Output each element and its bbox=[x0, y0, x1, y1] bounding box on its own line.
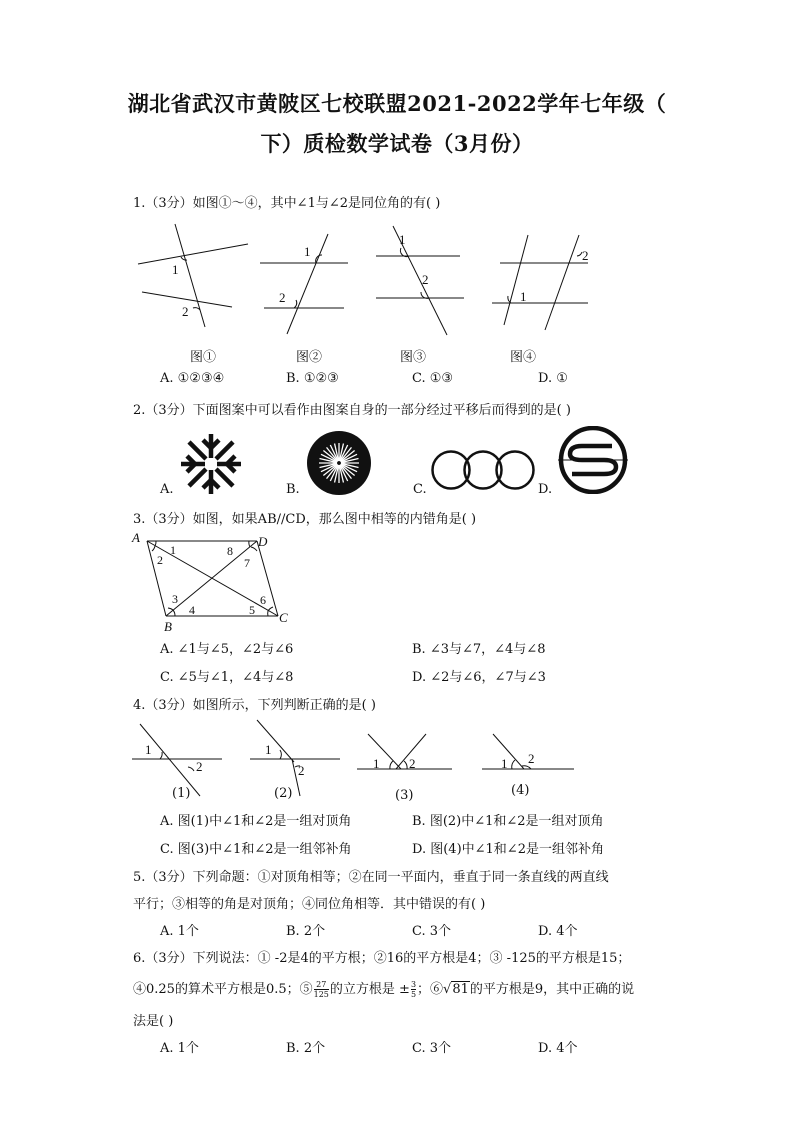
svg-text:6: 6 bbox=[260, 593, 266, 607]
svg-text:1: 1 bbox=[170, 543, 176, 557]
q5-option-d[interactable]: D. 4个 bbox=[538, 924, 578, 939]
q2-option-a[interactable]: A. bbox=[160, 482, 174, 497]
q1-caption-2: 图② bbox=[296, 350, 323, 365]
svg-text:2: 2 bbox=[582, 248, 589, 263]
q6-line1: 6.（3分）下列说法：① -2是4的平方根；②16的平方根是4；③ -125的平方根是15； bbox=[133, 951, 631, 966]
svg-text:1: 1 bbox=[520, 289, 527, 304]
q3-quadrilateral-figure bbox=[128, 530, 298, 636]
q1-figures bbox=[130, 222, 600, 340]
q1-option-b[interactable]: B. ①②③ bbox=[286, 371, 339, 386]
q4-option-c[interactable]: C. 图(3)中∠1和∠2是一组邻补角 bbox=[160, 842, 352, 857]
q1-figure-1 bbox=[138, 224, 248, 327]
q4-option-b[interactable]: B. 图(2)中∠1和∠2是一组对顶角 bbox=[412, 814, 604, 829]
exam-title-line1: 湖北省武汉市黄陂区七校联盟2021-2022学年七年级（ bbox=[127, 91, 667, 116]
q1-caption-1: 图① bbox=[190, 350, 217, 365]
svg-text:2: 2 bbox=[196, 759, 203, 774]
q4-caption-1: (1) bbox=[172, 786, 191, 801]
sqrt-icon: √ bbox=[443, 982, 452, 997]
q1-stem: 1.（3分）如图①～④，其中∠1与∠2是同位角的有( ) bbox=[133, 196, 441, 211]
q5-option-b[interactable]: B. 2个 bbox=[286, 924, 326, 939]
svg-text:7: 7 bbox=[244, 556, 250, 570]
svg-text:8: 8 bbox=[227, 544, 233, 558]
q1-option-d[interactable]: D. ① bbox=[538, 371, 568, 386]
q3-label-c: C bbox=[279, 610, 288, 625]
q4-caption-2: (2) bbox=[274, 786, 293, 801]
q1-caption-3: 图③ bbox=[400, 350, 427, 365]
q3-stem: 3.（3分）如图，如果AB//CD，那么图中相等的内错角是( ) bbox=[133, 512, 477, 527]
q2-stem: 2.（3分）下面图案中可以看作由图案自身的一部分经过平移后而得到的是( ) bbox=[133, 403, 571, 418]
svg-text:1: 1 bbox=[501, 756, 508, 771]
q6-option-b[interactable]: B. 2个 bbox=[286, 1041, 326, 1056]
q6-fraction-3-5: $\frac{3}{5}$ bbox=[410, 980, 417, 999]
q2-pattern-a-snowflake bbox=[176, 430, 246, 500]
q5-line2: 平行；③相等的角是对顶角；④同位角相等．其中错误的有( ) bbox=[133, 897, 486, 912]
q5-option-c[interactable]: C. 3个 bbox=[412, 924, 452, 939]
svg-text:1: 1 bbox=[399, 232, 406, 247]
q4-option-d[interactable]: D. 图(4)中∠1和∠2是一组邻补角 bbox=[412, 842, 604, 857]
svg-text:4: 4 bbox=[189, 603, 195, 617]
q2-pattern-d-s-logo bbox=[556, 426, 630, 494]
q1-figure-4 bbox=[492, 235, 588, 330]
q1-figure-3 bbox=[376, 226, 464, 335]
q3-label-d: D bbox=[258, 534, 268, 549]
q3-option-a[interactable]: A. ∠1与∠5，∠2与∠6 bbox=[160, 642, 294, 657]
q3-option-c[interactable]: C. ∠5与∠1，∠4与∠8 bbox=[160, 670, 294, 685]
q2-pattern-b-sunburst bbox=[303, 430, 375, 496]
svg-text:1: 1 bbox=[265, 742, 272, 757]
q6-line2: ④0.25的算术平方根是0.5；⑤ $\frac{27}{125}$ 的立方根是 ± $\frac{3}{5}$ ；⑥√81的平方根是9，其中正确的说 bbox=[133, 980, 635, 999]
q1-option-c[interactable]: C. ①③ bbox=[412, 371, 454, 386]
q4-caption-4: (4) bbox=[511, 783, 530, 798]
svg-text:2: 2 bbox=[422, 272, 429, 287]
q2-option-b[interactable]: B. bbox=[286, 482, 300, 497]
q2-pattern-c-three-rings bbox=[430, 448, 536, 494]
q1-caption-4: 图④ bbox=[510, 350, 537, 365]
svg-text:1: 1 bbox=[304, 244, 311, 259]
q4-caption-3: (3) bbox=[395, 788, 414, 803]
q4-option-a[interactable]: A. 图(1)中∠1和∠2是一组对顶角 bbox=[160, 814, 352, 829]
exam-title-line2: 下）质检数学试卷（3月份） bbox=[260, 131, 534, 156]
svg-text:2: 2 bbox=[528, 751, 535, 766]
q6-option-a[interactable]: A. 1个 bbox=[160, 1041, 199, 1056]
q5-option-a[interactable]: A. 1个 bbox=[160, 924, 199, 939]
q6-fraction-27-125: $\frac{27}{125}$ bbox=[313, 980, 329, 999]
q3-label-a: A bbox=[132, 530, 140, 545]
q4-stem: 4.（3分）如图所示，下列判断正确的是( ) bbox=[133, 698, 376, 713]
svg-text:1: 1 bbox=[373, 756, 380, 771]
svg-text:1: 1 bbox=[145, 742, 152, 757]
svg-text:1: 1 bbox=[172, 262, 179, 277]
q6-option-c[interactable]: C. 3个 bbox=[412, 1041, 452, 1056]
q6-option-d[interactable]: D. 4个 bbox=[538, 1041, 578, 1056]
q3-label-b: B bbox=[164, 619, 172, 634]
svg-text:2: 2 bbox=[409, 756, 416, 771]
q5-line1: 5.（3分）下列命题：①对顶角相等；②在同一平面内，垂直于同一条直线的两直线 bbox=[133, 870, 609, 885]
svg-text:2: 2 bbox=[279, 290, 286, 305]
svg-text:3: 3 bbox=[172, 592, 178, 606]
q4-figure-3 bbox=[357, 734, 452, 769]
q2-option-d[interactable]: D. bbox=[538, 482, 553, 497]
q3-option-d[interactable]: D. ∠2与∠6，∠7与∠3 bbox=[412, 670, 546, 685]
svg-text:2: 2 bbox=[182, 304, 189, 319]
svg-text:2: 2 bbox=[157, 553, 163, 567]
q1-option-a[interactable]: A. ①②③④ bbox=[160, 371, 225, 386]
q4-figure-2 bbox=[250, 720, 340, 796]
svg-text:5: 5 bbox=[249, 603, 255, 617]
svg-text:2: 2 bbox=[298, 763, 305, 778]
q6-line3: 法是( ) bbox=[133, 1014, 174, 1029]
q2-option-c[interactable]: C. bbox=[413, 482, 427, 497]
q3-option-b[interactable]: B. ∠3与∠7，∠4与∠8 bbox=[412, 642, 546, 657]
